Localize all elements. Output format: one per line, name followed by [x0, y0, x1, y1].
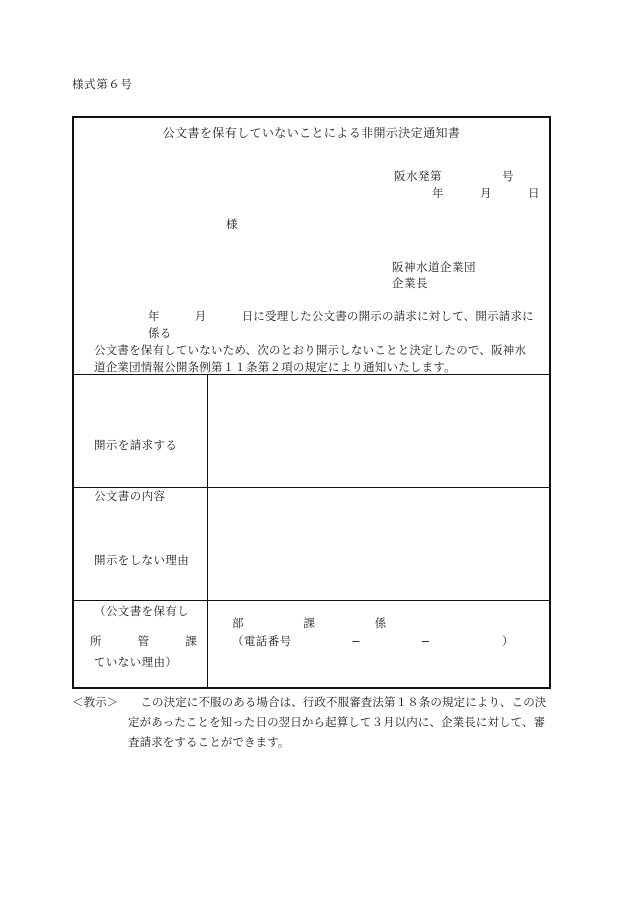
- responsible-section-label: 所 管 課: [90, 634, 198, 648]
- notice-line-1: この決定に不服のある場合は、行政不服審査法第１８条の規定により、この決: [140, 695, 547, 709]
- refusal-reason-label-line-2: （公文書を保有し: [94, 604, 190, 618]
- responsible-section-label-cell: [73, 601, 208, 689]
- document-title: 公文書を保有していないことによる非開示決定通知書: [162, 126, 461, 140]
- notice-first-line: [72, 692, 562, 712]
- issuer-organization: 阪神水道企業団: [392, 260, 476, 274]
- notification-form-table: [72, 116, 551, 689]
- requested-content-row: [73, 375, 550, 488]
- document-number-field[interactable]: 阪水発第 号: [394, 169, 514, 183]
- requested-content-label-line-1: 開示を請求する: [94, 438, 178, 452]
- refusal-reason-label-line-1: 開示をしない理由: [94, 553, 190, 567]
- department-division-field[interactable]: 部 課 係: [232, 616, 387, 630]
- phone-number-field[interactable]: （電話番号 − − ）: [232, 634, 514, 648]
- refusal-reason-label-line-3: ていない理由）: [94, 655, 178, 669]
- issuer-title: 企業長: [392, 276, 428, 290]
- requested-content-label-cell: [73, 375, 208, 503]
- addressee-field[interactable]: 様: [226, 217, 238, 231]
- body-paragraph: [94, 308, 539, 376]
- header-cell: [73, 117, 550, 375]
- notice-label: ＜教示＞: [72, 695, 119, 709]
- responsible-section-value-cell: [208, 601, 551, 689]
- body-line-3: 道企業団情報公開条例第１１条第２項の規定により通知いたします。: [94, 360, 456, 374]
- form-number-label: 様式第６号: [72, 77, 133, 91]
- issuer-block: [392, 259, 476, 291]
- instruction-notice: [72, 692, 562, 752]
- responsible-section-row: [73, 601, 550, 689]
- requested-content-label-line-2: 公文書の内容: [94, 489, 166, 503]
- refusal-reason-row: [73, 488, 550, 601]
- notice-line-3: 査請求をすることができます。: [128, 735, 290, 749]
- document-date-field[interactable]: 年 月 日: [432, 186, 540, 200]
- requested-content-value-cell[interactable]: [208, 375, 551, 488]
- body-line-2: 公文書を保有していないため、次のとおり開示しないことと決定したので、阪神水: [94, 343, 527, 357]
- notice-line-2: 定があったことを知った日の翌日から起算して３月以内に、企業長に対して、審: [128, 715, 546, 729]
- body-line-1: 年 月 日に受理した公文書の開示の請求に対して、開示請求に係る: [148, 309, 534, 340]
- header-row: [73, 117, 550, 375]
- refusal-reason-value-cell[interactable]: [208, 488, 551, 601]
